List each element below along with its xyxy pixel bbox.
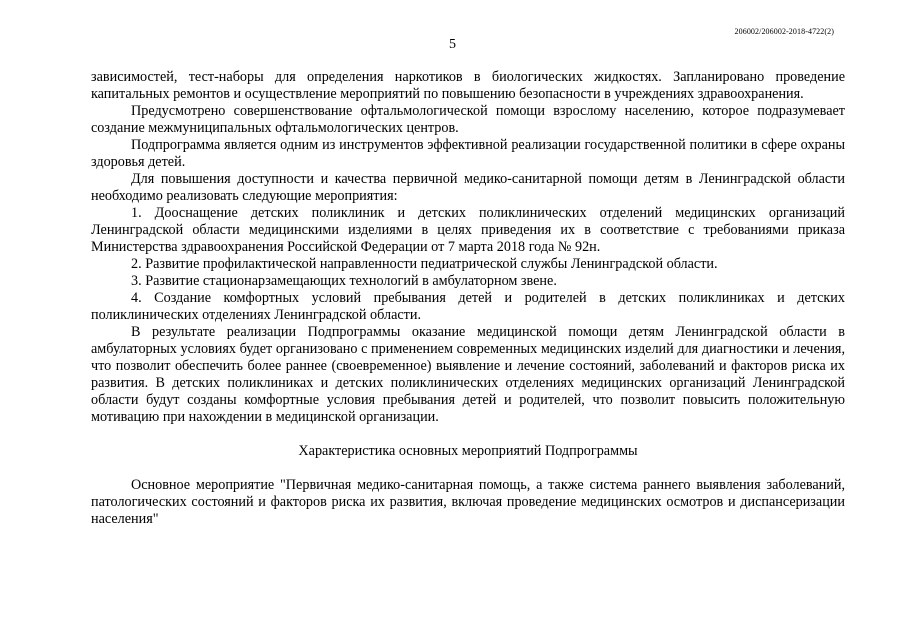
list-item: 3. Развитие стационарзамещающих технологий в амбулаторном звене. bbox=[131, 273, 557, 289]
list-item: 4. Создание комфортных условий пребывания детей и родителей в детских поликлиниках и детских поликлинических отделениях Ленинградской области. bbox=[91, 290, 845, 323]
list-item: 2. Развитие профилактической направленности педиатрической службы Ленинградской области. bbox=[131, 256, 718, 272]
section-heading: Характеристика основных мероприятий Подпрограммы bbox=[298, 443, 638, 459]
document-body bbox=[91, 69, 845, 528]
document-id: 206002/206002-2018-4722(2) bbox=[734, 27, 834, 36]
page-number: 5 bbox=[449, 37, 456, 52]
paragraph: Основное мероприятие "Первичная медико-санитарная помощь, а также система раннего выявления заболеваний, патологических состояний и факторов риска их развития, включая проведение медицинских осмотров и диспансеризации населения" bbox=[91, 477, 845, 527]
paragraph: В результате реализации Подпрограммы оказание медицинской помощи детям Ленинградской области в амбулаторных условиях будет организовано с применением современных медицинских изделий для диагностики и лечения, что позволит обеспечить более раннее (своевременное) выявление и лечение состояний, заболеваний и факторов риска их развития. В детских поликлиниках и детских поликлинических отделениях медицинских организаций Ленинградской области будут созданы комфортные условия пребывания детей и родителей, что позволит повысить положительную мотивацию при нахождении в медицинской организации. bbox=[91, 324, 845, 425]
paragraph: зависимостей, тест-наборы для определения наркотиков в биологических жидкостях. Запланировано проведение капитальных ремонтов и осуществление мероприятий по повышению безопасности в учреждениях здравоохранения. bbox=[91, 69, 845, 102]
paragraph: Для повышения доступности и качества первичной медико-санитарной помощи детям в Ленинградской области необходимо реализовать следующие мероприятия: bbox=[91, 171, 845, 204]
paragraph: Подпрограмма является одним из инструментов эффективной реализации государственной политики в сфере охраны здоровья детей. bbox=[91, 137, 845, 170]
paragraph: Предусмотрено совершенствование офтальмологической помощи взрослому населению, которое подразумевает создание межмуниципальных офтальмологических центров. bbox=[91, 103, 845, 136]
list-item: 1. Дооснащение детских поликлиник и детских поликлинических отделений медицинских организаций Ленинградской области медицинскими изделиями в целях приведения их в соответствие с требованиями приказа Министерства здравоохранения Российской Федерации от 7 марта 2018 года № 92н. bbox=[91, 205, 845, 255]
